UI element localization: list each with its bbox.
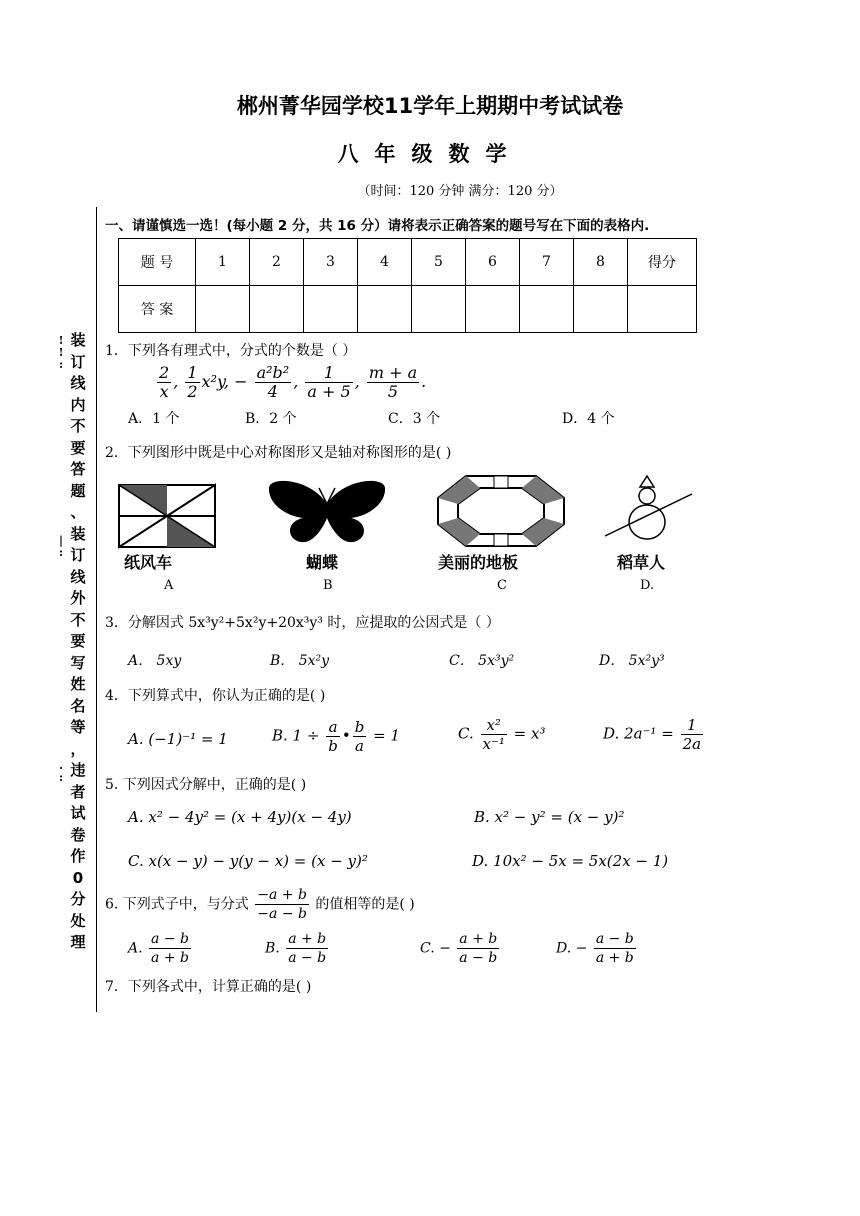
q1-option-d[interactable]: D．4 个 [562,411,615,427]
answer-table [118,238,697,333]
q1-option-b[interactable]: B．2 个 [245,411,297,427]
binding-char: 0 [72,868,84,887]
q4-stem: 4．下列算式中，你认为正确的是( ) [105,688,326,704]
table-cell-label: 题 号 [119,239,196,286]
q2-option-d[interactable]: D. [640,578,655,593]
q3-option-d[interactable]: D． 5x²y³ [599,653,665,669]
answer-cell[interactable] [196,286,250,333]
binding-line [96,207,97,1012]
binding-char: 不 [70,610,86,629]
q4-option-c[interactable]: C. $\frac{\text{x²}}{\text{x⁻¹}}$ = x³ [458,716,546,753]
binding-dots-bottom: . : [58,759,64,784]
q3-stem: 3．分解因式 5x³y²+5x²y+20x³y³ 时，应提取的公因式是（ ） [105,615,500,631]
q6-option-d[interactable]: D. − $\frac{a - b}{a + b}$ [556,931,634,966]
q1-option-c[interactable]: C．3 个 [388,411,441,427]
binding-char: 处 [70,911,86,930]
figure-label-b: 蝴蝶 [306,553,339,572]
q6-option-a[interactable]: A. $\frac{a - b}{a + b}$ [128,931,189,966]
table-cell-q6: 6 [466,239,520,286]
binding-char: 题 [70,481,86,500]
floor-tile-figure [436,474,566,548]
page-title: 郴州菁华园学校11学年上期期中考试试卷 [236,94,624,118]
figure-label-c: 美丽的地板 [438,553,519,572]
binding-char: 外 [70,589,86,607]
binding-char: 不 [70,417,86,435]
q5-option-a[interactable]: A. x² − 4y² = (x + 4y)(x − 4y) [128,808,352,826]
binding-char: 姓 [70,675,86,693]
binding-dots-top: ! ! : [58,334,64,371]
q1-stem: 1．下列各有理式中，分式的个数是（ ） [105,343,357,359]
q2-option-c[interactable]: C [497,578,507,593]
binding-char: 作 [70,847,86,865]
table-cell-q2: 2 [250,239,304,286]
table-cell-score: 得分 [628,239,697,286]
binding-char: 要 [70,438,86,457]
binding-char: 名 [70,696,86,715]
q3-option-b[interactable]: B． 5x²y [270,653,330,669]
binding-char: 装 [70,524,86,543]
binding-notice [66,330,90,954]
binding-char: 装 [70,331,86,349]
binding-char: 写 [70,653,86,672]
answer-cell[interactable] [520,286,574,333]
q3-option-a[interactable]: A． 5xy [128,653,182,669]
answer-table-answer-row [119,286,697,333]
binding-char: 、 [70,503,86,521]
answer-cell[interactable] [358,286,412,333]
binding-char: 答 [70,460,86,478]
binding-char: 理 [70,933,86,951]
binding-char: 试 [70,804,86,822]
answer-cell[interactable] [304,286,358,333]
table-cell-q5: 5 [412,239,466,286]
binding-char: 订 [70,546,86,564]
binding-char: 订 [70,352,86,371]
binding-char: 等 [70,718,86,736]
binding-char: 分 [70,890,86,908]
q6-option-c[interactable]: C. − $\frac{a + b}{a - b}$ [420,931,498,966]
q2-option-b[interactable]: B [323,578,333,593]
q2-stem: 2．下列图形中既是中心对称图形又是轴对称图形的是( ) [105,445,452,461]
table-cell-q7: 7 [520,239,574,286]
pinwheel-figure [114,480,224,550]
q4-option-a[interactable]: A. (−1)⁻¹ = 1 [128,730,228,748]
binding-char: 卷 [70,825,86,844]
figure-label-a: 纸风车 [124,553,173,572]
scarecrow-figure [600,474,695,548]
score-cell[interactable] [628,286,697,333]
q6-stem: 6. 下列式子中，与分式 $\frac{-a + b}{-a - b}$ 的值相等的是( ) [105,887,415,922]
section-1-heading: 一、请谨慎选一选！(每小题 2 分，共 16 分）请将表示正确答案的题号写在下面的表格内. [105,218,650,234]
table-cell-q4: 4 [358,239,412,286]
q2-option-a[interactable]: A [164,578,174,593]
answer-cell[interactable] [250,286,304,333]
table-cell-q1: 1 [196,239,250,286]
q5-option-c[interactable]: C. x(x − y) − y(y − x) = (x − y)² [128,852,368,870]
binding-char: 违 [70,761,86,779]
butterfly-figure [265,478,390,548]
table-cell-answer-label: 答 案 [119,286,196,333]
page-subtitle: 八年级数学 [337,142,523,166]
q4-option-d[interactable]: D. 2a⁻¹ = $\frac{1}{2a}$ [603,716,702,753]
exam-meta: （时间：120 分钟 满分：120 分） [357,184,563,199]
binding-char: 要 [70,632,86,650]
binding-char: 线 [70,567,86,586]
answer-cell[interactable] [466,286,520,333]
q5-stem: 5. 下列因式分解中，正确的是( ) [105,777,307,793]
binding-dots-mid: | : [58,534,64,559]
binding-char: 者 [70,782,86,801]
q5-option-b[interactable]: B. x² − y² = (x − y)² [474,808,625,826]
answer-table-header-row [119,239,697,286]
q1-expression: $\frac{2}{x}$ , $\frac{1}{2}$ x²y, − $\frac{\text{a²b²}}{4}$ , $\frac{1}{a + 5}$ , $\frac{m + a}{5}$ . [159,363,427,401]
q5-option-d[interactable]: D. 10x² − 5x = 5x(2x − 1) [472,852,669,870]
q4-option-b[interactable]: B. 1 ÷ $\frac{a}{b}$ • $\frac{b}{a}$ = 1 [272,718,400,755]
q6-option-b[interactable]: B. $\frac{a + b}{a - b}$ [265,931,327,966]
table-cell-q8: 8 [574,239,628,286]
binding-char: ， [70,739,86,758]
table-cell-q3: 3 [304,239,358,286]
figure-label-d: 稻草人 [617,553,666,572]
binding-char: 线 [70,374,86,392]
q3-option-c[interactable]: C． 5x³y² [449,653,515,669]
binding-char: 内 [70,395,86,414]
q1-option-a[interactable]: A．1 个 [128,411,180,427]
q7-stem: 7．下列各式中，计算正确的是( ) [105,979,312,995]
answer-cell[interactable] [412,286,466,333]
answer-cell[interactable] [574,286,628,333]
